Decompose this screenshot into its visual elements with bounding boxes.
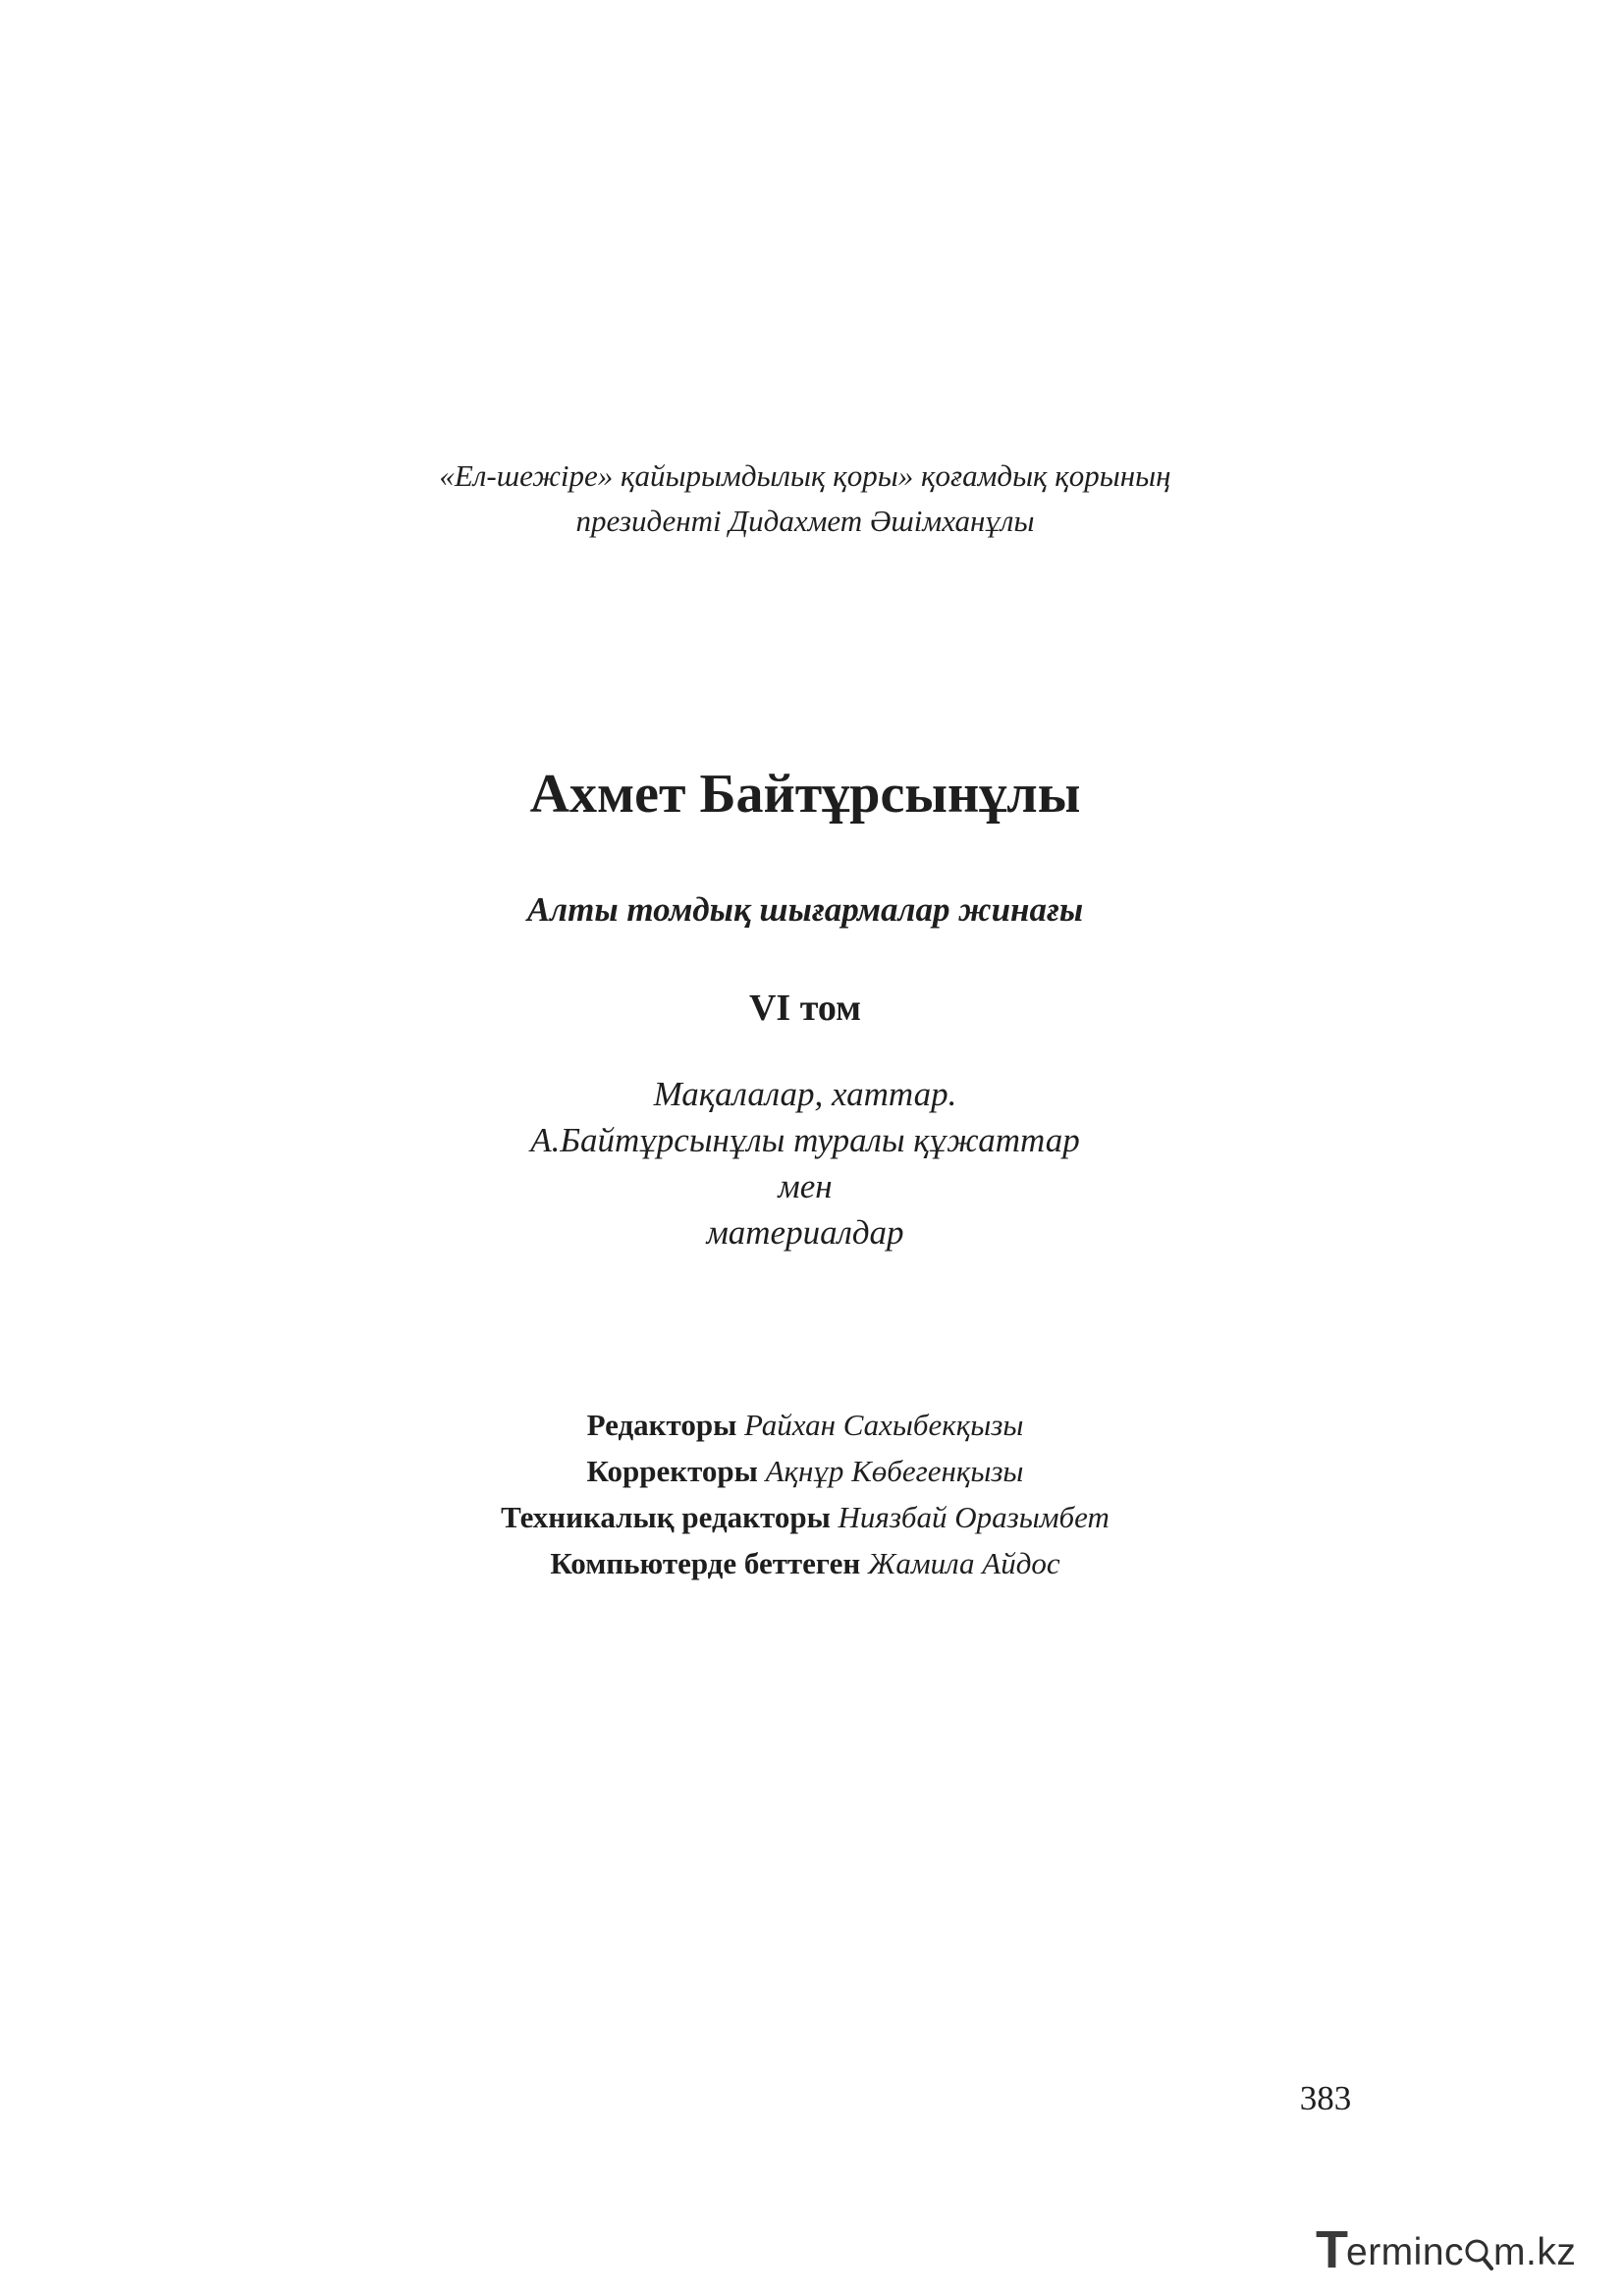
credit-line-layout bbox=[0, 1540, 1610, 1586]
credit-person: Жамила Айдос bbox=[867, 1546, 1060, 1580]
credit-role: Корректоры bbox=[586, 1454, 758, 1488]
credit-person: Ниязбай Оразымбет bbox=[838, 1500, 1110, 1534]
contents-line-2: А.Байтұрсынұлы туралы құжаттар bbox=[530, 1121, 1080, 1159]
contents-line-4: материалдар bbox=[706, 1213, 904, 1252]
contents-line-1: Мақалалар, хаттар. bbox=[653, 1075, 957, 1113]
publisher-statement bbox=[0, 454, 1610, 544]
volume-label: VI том bbox=[748, 988, 862, 1029]
watermark-text-end: m.kz bbox=[1493, 2231, 1577, 2273]
publisher-line-1: «Ел-шежіре» қайырымдылық қоры» қоғамдық қорының bbox=[439, 458, 1171, 493]
watermark-initial: T bbox=[1316, 2220, 1346, 2279]
watermark-text-start: erminc bbox=[1346, 2231, 1465, 2273]
credit-line-editor bbox=[0, 1402, 1610, 1448]
credit-person: Ақнұр Көбегенқызы bbox=[765, 1454, 1024, 1488]
credits-list bbox=[0, 1402, 1610, 1586]
publisher-line-2: президенті Дидахмет Әшімханұлы bbox=[575, 504, 1035, 538]
credit-role: Редакторы bbox=[586, 1408, 737, 1442]
credit-role: Техникалық редакторы bbox=[501, 1500, 831, 1534]
termincom-watermark bbox=[1316, 2222, 1576, 2277]
author-title: Ахмет Байтұрсынұлы bbox=[529, 764, 1081, 825]
volume-contents bbox=[0, 1071, 1610, 1255]
credit-line-proofreader bbox=[0, 1448, 1610, 1494]
contents-line-3: мен bbox=[778, 1167, 833, 1205]
page-number: 383 bbox=[1299, 2079, 1352, 2117]
magnifier-icon bbox=[1464, 2238, 1493, 2271]
credit-person: Райхан Сахыбекқызы bbox=[744, 1408, 1024, 1442]
credit-role: Компьютерде беттеген bbox=[550, 1546, 861, 1580]
series-title: Алты томдық шығармалар жинағы bbox=[526, 890, 1084, 929]
credit-line-technical-editor bbox=[0, 1494, 1610, 1540]
